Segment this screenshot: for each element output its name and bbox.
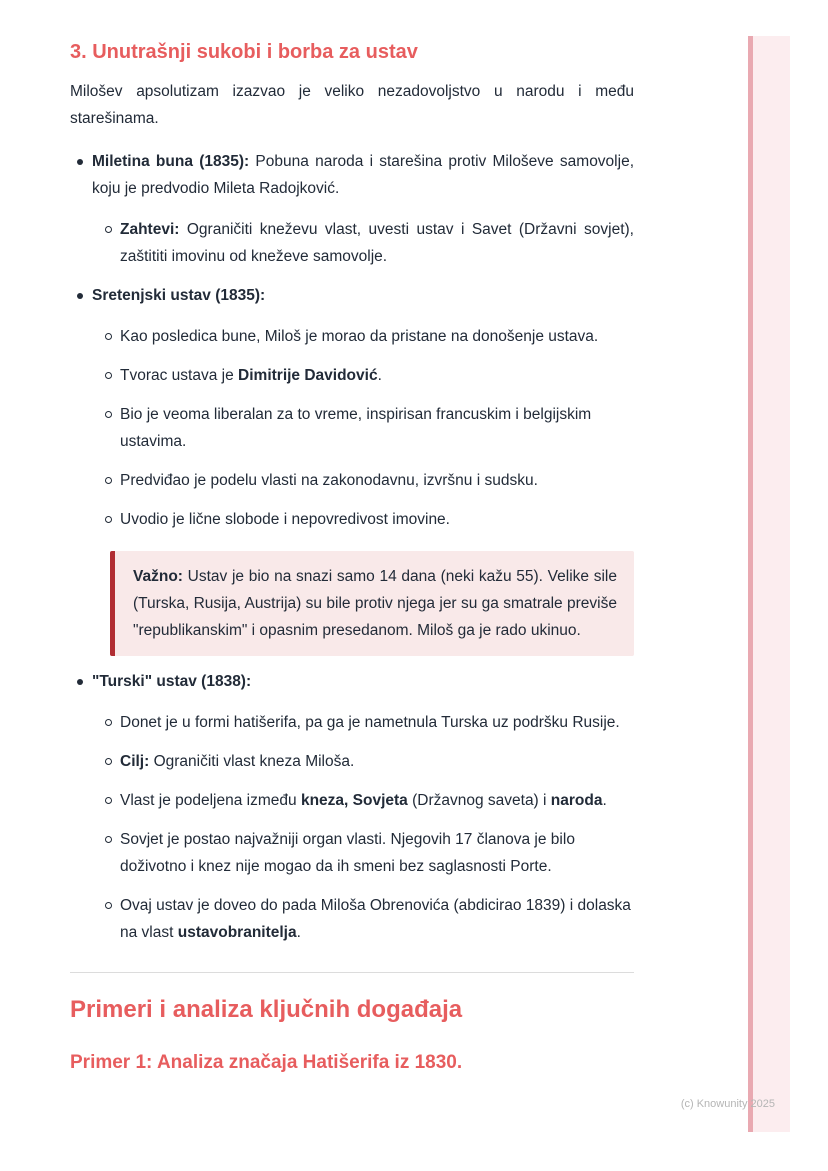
list-item-text: Uvodio je lične slobode i nepovredivost imovine. [120, 511, 450, 528]
list-item-text: Miletina buna (1835): Pobuna naroda i starešina protiv Miloševe samovolje, koju je predvodio Mileta Radojković. [92, 153, 634, 197]
bullet-dot-icon [77, 679, 83, 685]
list-item-text: Sovjet je postao najvažniji organ vlasti. Njegovih 17 članova je bilo doživotno i knez nije mogao da ih smeni bez saglasnosti Porte. [120, 831, 575, 875]
bullet-circle-icon [105, 902, 112, 909]
topic-list [70, 148, 634, 946]
list-item-turski-ustav [70, 668, 634, 946]
list-item [92, 506, 634, 533]
list-item [92, 323, 634, 350]
bullet-circle-icon [105, 477, 112, 484]
stripe-light-band [753, 36, 790, 1132]
bullet-circle-icon [105, 836, 112, 843]
list-item [92, 787, 634, 814]
examples-heading: Primeri i analiza ključnih događaja [70, 996, 463, 1023]
list-item [92, 826, 634, 880]
intro-paragraph: Milošev apsolutizam izazvao je veliko nezadovoljstvo u narodu i među starešinama. [70, 83, 634, 127]
important-callout-text: Važno: Ustav je bio na snazi samo 14 dana (neki kažu 55). Velike sile (Turska, Rusija, Austrija) su bile protiv njega jer su ga smatrale previše "republikanskim" i opasnim presedanom. Miloš ga je rado ukinuo. [133, 568, 617, 639]
list-item-text: Cilj: Ograničiti vlast kneza Miloša. [120, 753, 355, 770]
bullet-circle-icon [105, 758, 112, 765]
list-item-text: Zahtevi: Ograničiti kneževu vlast, uvesti ustav i Savet (Državni sovjet), zaštititi imovinu od kneževe samovolje. [120, 221, 634, 265]
list-item-zahtevi [92, 216, 634, 270]
list-item [92, 467, 634, 494]
page-edge-stripe [748, 36, 790, 1132]
list-item [92, 748, 634, 775]
list-item-text: Predviđao je podelu vlasti na zakonodavnu, izvršnu i sudsku. [120, 472, 538, 489]
sub-list [92, 216, 634, 270]
bullet-circle-icon [105, 797, 112, 804]
list-item-text: Donet je u formi hatišerifa, pa ga je nametnula Turska uz podršku Rusije. [120, 714, 620, 731]
list-item-text: "Turski" ustav (1838): [92, 673, 252, 690]
bullet-circle-icon [105, 516, 112, 523]
bullet-dot-icon [77, 293, 83, 299]
bullet-circle-icon [105, 411, 112, 418]
list-item-text: Ovaj ustav je doveo do pada Miloša Obrenovića (abdicirao 1839) i dolaska na vlast ustavobranitelja. [120, 897, 631, 941]
bullet-circle-icon [105, 333, 112, 340]
list-item [92, 362, 634, 389]
list-item [92, 892, 634, 946]
list-item-sretenjski-ustav [70, 282, 634, 656]
example1-heading: Primer 1: Analiza značaja Hatišerifa iz 1830. [70, 1052, 463, 1073]
bullet-circle-icon [105, 719, 112, 726]
list-item-miletina-buna [70, 148, 634, 270]
list-item-text: Tvorac ustava je Dimitrije Davidović. [120, 367, 382, 384]
list-item-text: Sretenjski ustav (1835): [92, 287, 266, 304]
document-content [70, 0, 634, 1075]
section-heading: 3. Unutrašnji sukobi i borba za ustav [70, 41, 418, 63]
important-callout [110, 551, 634, 656]
list-item [92, 401, 634, 455]
section-divider [70, 972, 634, 973]
sub-list [92, 323, 634, 533]
list-item-text: Bio je veoma liberalan za to vreme, inspirisan francuskim i belgijskim ustavima. [120, 406, 592, 450]
bullet-circle-icon [105, 372, 112, 379]
list-item [92, 709, 634, 736]
list-item-text: Kao posledica bune, Miloš je morao da pristane na donošenje ustava. [120, 328, 599, 345]
sub-list [92, 709, 634, 946]
bullet-dot-icon [77, 159, 83, 165]
bullet-circle-icon [105, 226, 112, 233]
list-item-text: Vlast je podeljena između kneza, Sovjeta (Državnog saveta) i naroda. [120, 792, 607, 809]
copyright-footer: (c) Knowunity 2025 [680, 1098, 775, 1110]
